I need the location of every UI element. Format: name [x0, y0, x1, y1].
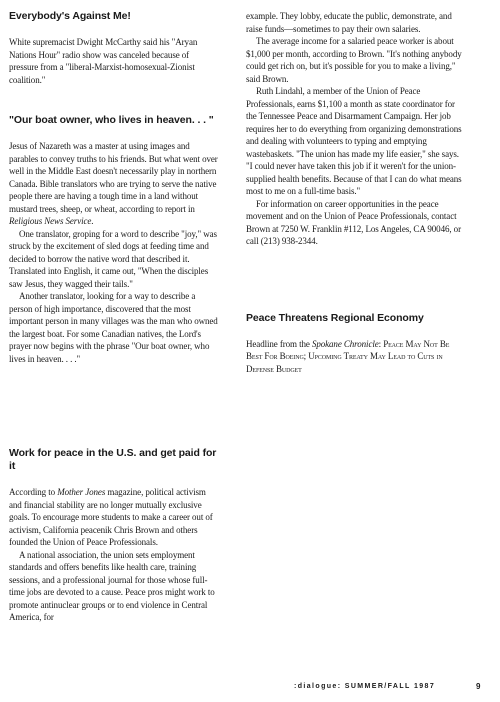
page-number: 9 [476, 682, 481, 691]
paragraph-text: . [91, 216, 94, 226]
article-paragraph-boat-owner-3: Another translator, looking for a way to describe a person of high importance, discovered that the most important person in many villages was the man who owned the largest boat. For some Canadian natives, the Lord's prayer now begins with the phrase "Our boat owner, who lives in heaven. . . ." [9, 291, 218, 364]
article-title-peace-threatens: Peace Threatens Regional Economy [246, 311, 424, 324]
article-paragraph-boat-owner-2: One translator, groping for a word to describe "joy," was struck by the excitement of sled dogs at feeding time and decided to borrow the native word that described it. Translated into English, it came out, "When the disciples saw Jesus, they wagged their tails." [9, 228, 217, 289]
right-column [246, 10, 464, 375]
article-body-everybodys-against-me: White supremacist Dwight McCarthy said his "Aryan Nations Hour" radio show was canceled because of pressure from a "liberal-Marxist-homosexual-Zionist coalition." [9, 37, 198, 85]
article-title-everybodys-against-me: Everybody's Against Me! [9, 10, 131, 22]
paragraph-text: magazine, political activism and financial stability are no longer mutually exclusive goals. To encourage more students to make a career out of activism, California peacenik Chris Brown and others founded the Union of Peace Professionals. [9, 487, 213, 547]
journal-issue-label: :dialogue: SUMMER/FALL 1987 [294, 683, 436, 690]
article-paragraph-work-for-peace-1 [9, 486, 220, 549]
article-headline-quote [246, 338, 464, 376]
article-title-boat-owner: "Our boat owner, who lives in heaven. . . " [9, 114, 214, 126]
paragraph-text: Jesus of Nazareth was a master at using images and parables to convey truths to his friends. But what went over well in the Middle East doesn't necessarily play in northern Canada. Bible translators who are trying to serve the native people there are having a tough time in a land without mustard trees, sheep, or wheat, according to report in [9, 141, 218, 214]
publication-name: Mother Jones [57, 487, 106, 497]
article-paragraph-work-for-peace-3: example. They lobby, educate the public, demonstrate, and raise funds—sometimes to pay their own salaries. [246, 11, 452, 34]
paragraph-text: : [378, 338, 384, 349]
quoted-headline: Peace May Not Be Best For Boeing; Upcoming Treaty May Lead to Cuts in Defense Budget [246, 338, 450, 374]
publication-name: Spokane Chronicle [311, 338, 379, 349]
article-paragraph-work-for-peace-4: The average income for a salaried peace worker is about $1,000 per month, according to Brown. "It's nothing anybody could get rich on, but it's possible for you to make a living," said Brown. [246, 36, 462, 84]
article-paragraph-boat-owner-1 [9, 140, 220, 228]
article-paragraph-work-for-peace-6: For information on career opportunities in the peace movement and on the Union of Peace Professionals, contact Brown at 7250 W. Franklin #112, Los Angeles, CA 90046, or call (213) 938-2344. [246, 198, 461, 246]
article-paragraph-work-for-peace-2: A national association, the union sets employment standards and offers benefits like health care, training sessions, and a professional journal for those whose full-time jobs are devoted to a cause. Peace pros might work to promote antinuclear groups or to end violence in Central America, for [9, 549, 215, 622]
left-column [9, 10, 220, 624]
publication-name: Religious News Service [9, 216, 92, 226]
paragraph-text: Headline from the [246, 338, 312, 349]
article-paragraph-work-for-peace-5: Ruth Lindahl, a member of the Union of Peace Professionals, earns $1,100 a month as state coordinator for the Tennessee Peace and Disarmament Campaign. Her job requires her to do everything from organizing demonstrations and dealing with volunteers to typing and emptying wastebaskets. "The union has made my life easier," she says. "I could never have taken this job if it weren't for the union-supplied health benefits. Because of that I can do what means most to me on a full-time basis." [246, 86, 462, 196]
page-footer [0, 683, 500, 697]
paragraph-text: According to [9, 487, 58, 497]
article-title-work-for-peace: Work for peace in the U.S. and get paid for it [9, 447, 217, 472]
